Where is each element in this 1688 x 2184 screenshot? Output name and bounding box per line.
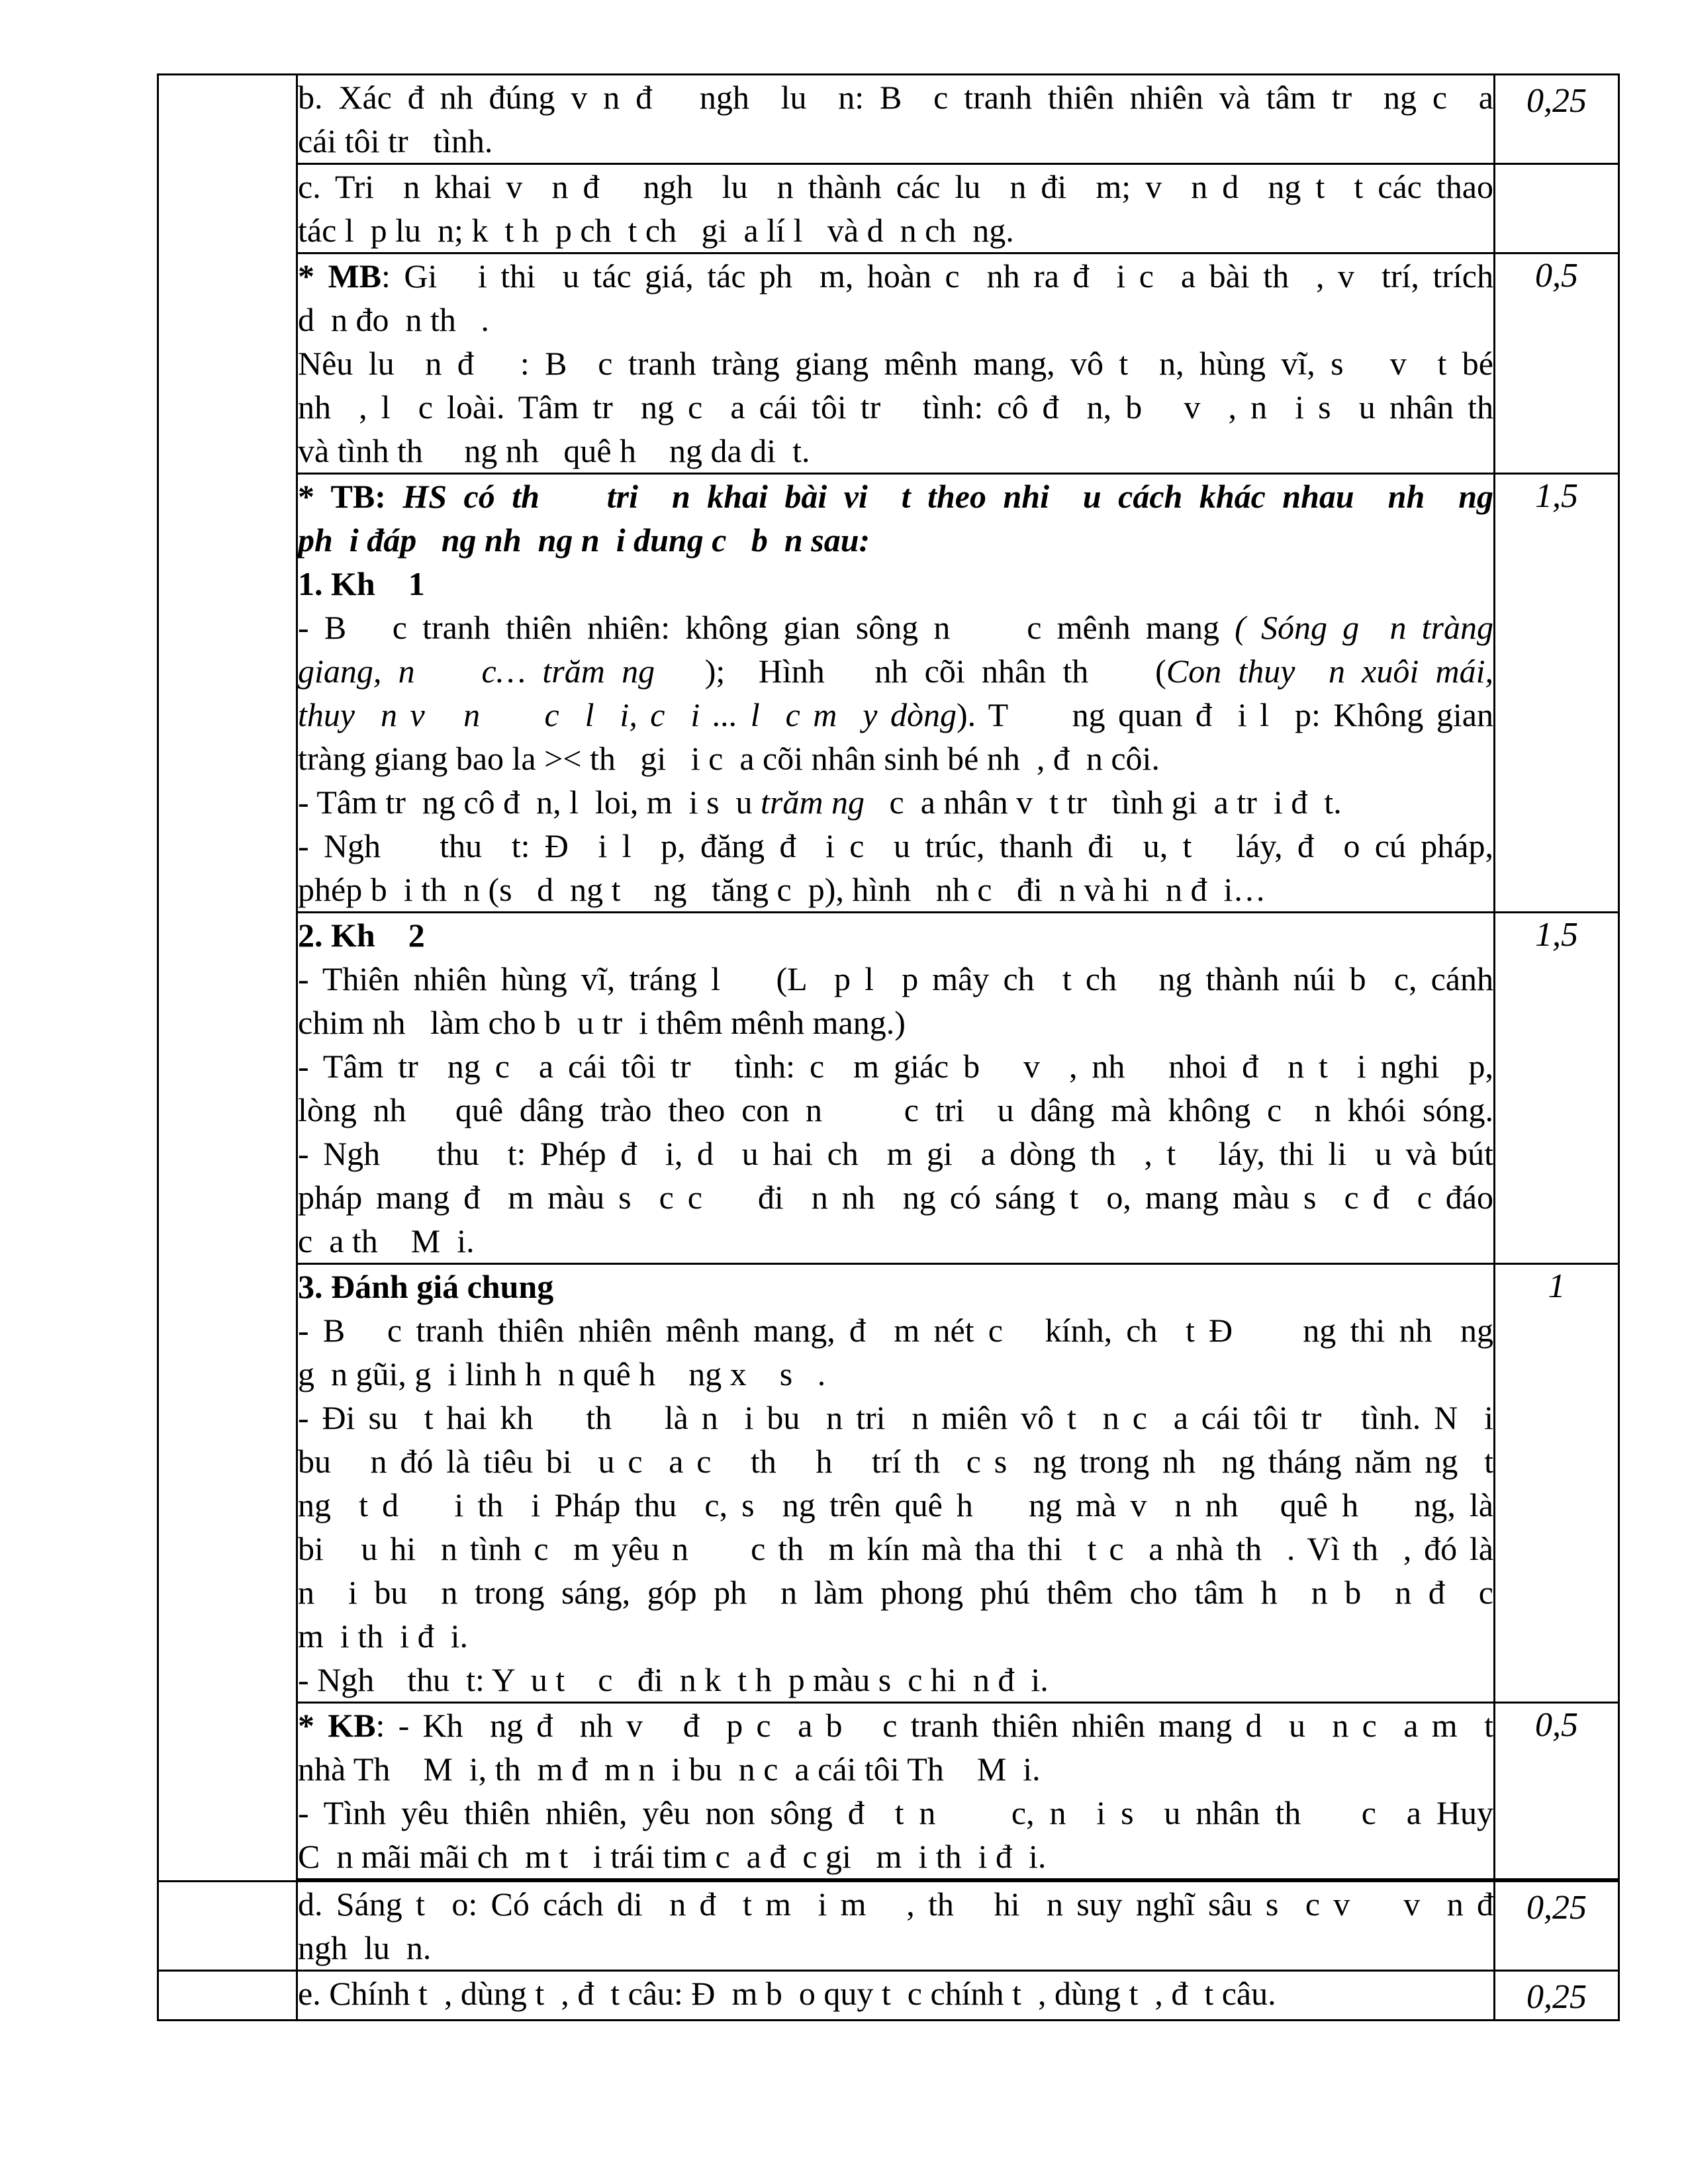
score-tb: 1,5 bbox=[1495, 474, 1619, 913]
body-section-stanza-1 bbox=[297, 474, 1495, 913]
stanza-title: 3. Đánh giá chung bbox=[298, 1268, 554, 1305]
score-b: 0,25 bbox=[1495, 75, 1619, 164]
criterion-c bbox=[297, 164, 1495, 253]
text-line: d n đo n th . bbox=[298, 301, 489, 338]
stanza-title: 2. Kh 2 bbox=[298, 917, 425, 954]
section-cell bbox=[158, 1882, 297, 1971]
closing-section bbox=[297, 1703, 1495, 1880]
text-line: HS có th tri n khai bài vi t theo nhi u cách khác nhau nh ng bbox=[385, 478, 1493, 515]
opening-section bbox=[297, 253, 1495, 474]
text-line: bi u hi n tình c m yêu n c th m kín mà tha thi t c a nhà th . Vì th , đó là bbox=[298, 1530, 1493, 1567]
row-c bbox=[158, 164, 1619, 253]
text-line: e. Chính t , dùng t , đ t câu: Đ m b o quy t c chính t , dùng t , đ t câu. bbox=[298, 1975, 1276, 2012]
score-d: 0,25 bbox=[1495, 1882, 1619, 1971]
score-c bbox=[1495, 164, 1619, 253]
text-line: - Đi su t hai kh th là n i bu n tri n miên vô t n c a cái tôi tr tình. N i bbox=[298, 1399, 1493, 1436]
section-heading: * MB bbox=[298, 257, 382, 295]
row-kh2 bbox=[158, 913, 1619, 1264]
text-line: pháp mang đ m màu s c c đi n nh ng có sáng t o, mang màu s c đ c đáo bbox=[298, 1179, 1493, 1216]
row-tb bbox=[158, 474, 1619, 913]
text-line: d. Sáng t o: Có cách di n đ t m i m , th hi n suy nghĩ sâu s c v v n đ bbox=[298, 1886, 1493, 1923]
text-line: - B c tranh thiên nhiên mênh mang, đ m nét c kính, ch t Đ ng thi nh ng bbox=[298, 1312, 1493, 1349]
section-cell bbox=[158, 1971, 297, 2021]
text-line: - Thiên nhiên hùng vĩ, tráng l (L p l p mây ch t ch ng thành núi b c, cánh bbox=[298, 960, 1493, 997]
score-mb: 0,5 bbox=[1495, 253, 1619, 474]
text-line: : Gi i thi u tác giá, tác ph m, hoàn c nh ra đ i c a bài th , v trí, trích bbox=[381, 257, 1493, 295]
text-line: c a nhân v t tr tình gi a tr i đ t. bbox=[865, 784, 1342, 821]
text-line: nh , l c loài. Tâm tr ng c a cái tôi tr tình: cô đ n, b v , n i s u nhân th bbox=[298, 388, 1493, 426]
score-kb: 0,5 bbox=[1495, 1703, 1619, 1880]
text-line: ng t d i th i Pháp thu c, s ng trên quê h ng mà v n nh quê h ng, là bbox=[298, 1486, 1493, 1524]
row-danh-gia bbox=[158, 1264, 1619, 1703]
text-line: ph i đáp ng nh ng n i dung c b n sau: bbox=[298, 522, 870, 559]
text-line: - Ngh thu t: Đ i l p, đăng đ i c u trúc, thanh đi u, t láy, đ o cú pháp, bbox=[298, 827, 1493, 864]
text-line: b. Xác đ nh đúng v n đ ngh lu n: B c tranh thiên nhiên và tâm tr ng c a bbox=[298, 79, 1493, 116]
text-line: giang, n c… trăm ng bbox=[298, 653, 705, 690]
text-line: ( Sóng g n tràng bbox=[1235, 609, 1493, 646]
criterion-b bbox=[297, 75, 1495, 164]
text-line: c a th M i. bbox=[298, 1222, 475, 1259]
general-evaluation-section bbox=[297, 1264, 1495, 1703]
row-kb bbox=[158, 1703, 1619, 1880]
criterion-d bbox=[297, 1882, 1495, 1971]
score-e: 0,25 bbox=[1495, 1971, 1619, 2021]
criterion-e bbox=[297, 1971, 1495, 2021]
row-e bbox=[158, 1971, 1619, 2021]
text-line: - Ngh thu t: Phép đ i, d u hai ch m gi a dòng th , t láy, thi li u và bút bbox=[298, 1135, 1493, 1172]
text-line: cái tôi tr tình. bbox=[298, 122, 493, 159]
section-heading: * KB bbox=[298, 1707, 376, 1744]
text-line: Nêu lu n đ : B c tranh tràng giang mênh mang, vô t n, hùng vĩ, s v t bé bbox=[298, 345, 1493, 382]
text-line: g n gũi, g i linh h n quê h ng x s . bbox=[298, 1355, 826, 1392]
text-line: phép b i th n (s d ng t ng tăng c p), hình nh c đi n và hi n đ i… bbox=[298, 871, 1266, 908]
score-danh-gia: 1 bbox=[1495, 1264, 1619, 1703]
text-line: - Tâm tr ng cô đ n, l loi, m i s u bbox=[298, 784, 761, 821]
text-line: tràng giang bao la >< th gi i c a cõi nhân sinh bé nh , đ n côi. bbox=[298, 740, 1160, 777]
row-b bbox=[158, 75, 1619, 164]
text-line: : - Kh ng đ nh v đ p c a b c tranh thiên nhiên mang d u n c a m t bbox=[375, 1707, 1493, 1744]
text-line: ); Hình nh cõi nhân th ( bbox=[704, 653, 1166, 690]
text-line: ngh lu n. bbox=[298, 1929, 432, 1966]
text-line: và tình th ng nh quê h ng da di t. bbox=[298, 432, 810, 469]
section-heading: * TB: bbox=[298, 478, 386, 515]
score-kh2: 1,5 bbox=[1495, 913, 1619, 1264]
row-mb bbox=[158, 253, 1619, 474]
text-line: - Ngh thu t: Y u t c đi n k t h p màu s c hi n đ i. bbox=[298, 1661, 1049, 1698]
text-line: Con thuy n xuôi mái, bbox=[1166, 653, 1493, 690]
row-d bbox=[158, 1882, 1619, 1971]
scoring-table bbox=[157, 73, 1620, 2021]
text-line: C n mãi mãi ch m t i trái tim c a đ c gi m i th i đ i. bbox=[298, 1838, 1047, 1875]
text-line: - B c tranh thiên nhiên: không gian sông n c mênh mang bbox=[298, 609, 1235, 646]
stanza-title: 1. Kh 1 bbox=[298, 565, 425, 602]
text-line: - Tâm tr ng c a cái tôi tr tình: c m giác b v , nh nhoi đ n t i nghi p, bbox=[298, 1048, 1493, 1085]
text-line: tác l p lu n; k t h p ch t ch gi a lí l và d n ch ng. bbox=[298, 212, 1014, 249]
text-line: chim nh làm cho b u tr i thêm mênh mang.) bbox=[298, 1004, 906, 1041]
text-line: m i th i đ i. bbox=[298, 1617, 468, 1655]
text-line: c. Tri n khai v n đ ngh lu n thành các lu n đi m; v n d ng t t các thao bbox=[298, 168, 1493, 205]
text-line: ). T ng quan đ i l p: Không gian bbox=[956, 696, 1493, 733]
text-line: trăm ng bbox=[761, 784, 865, 821]
text-line: n i bu n trong sáng, góp ph n làm phong phú thêm cho tâm h n b n đ c bbox=[298, 1574, 1493, 1611]
text-line: bu n đó là tiêu bi u c a c th h trí th c s ng trong nh ng tháng năm ng t bbox=[298, 1443, 1493, 1480]
text-line: thuy n v n c l i, c i ... l c m y dòng bbox=[298, 696, 957, 733]
text-line: lòng nh quê dâng trào theo con n c tri u dâng mà không c n khói sóng. bbox=[298, 1091, 1493, 1128]
section-cell bbox=[158, 75, 297, 1882]
text-line: nhà Th M i, th m đ m n i bu n c a cái tôi Th M i. bbox=[298, 1751, 1041, 1788]
text-line: - Tình yêu thiên nhiên, yêu non sông đ t n c, n i s u nhân th c a Huy bbox=[298, 1794, 1493, 1831]
stanza-2-section bbox=[297, 913, 1495, 1264]
